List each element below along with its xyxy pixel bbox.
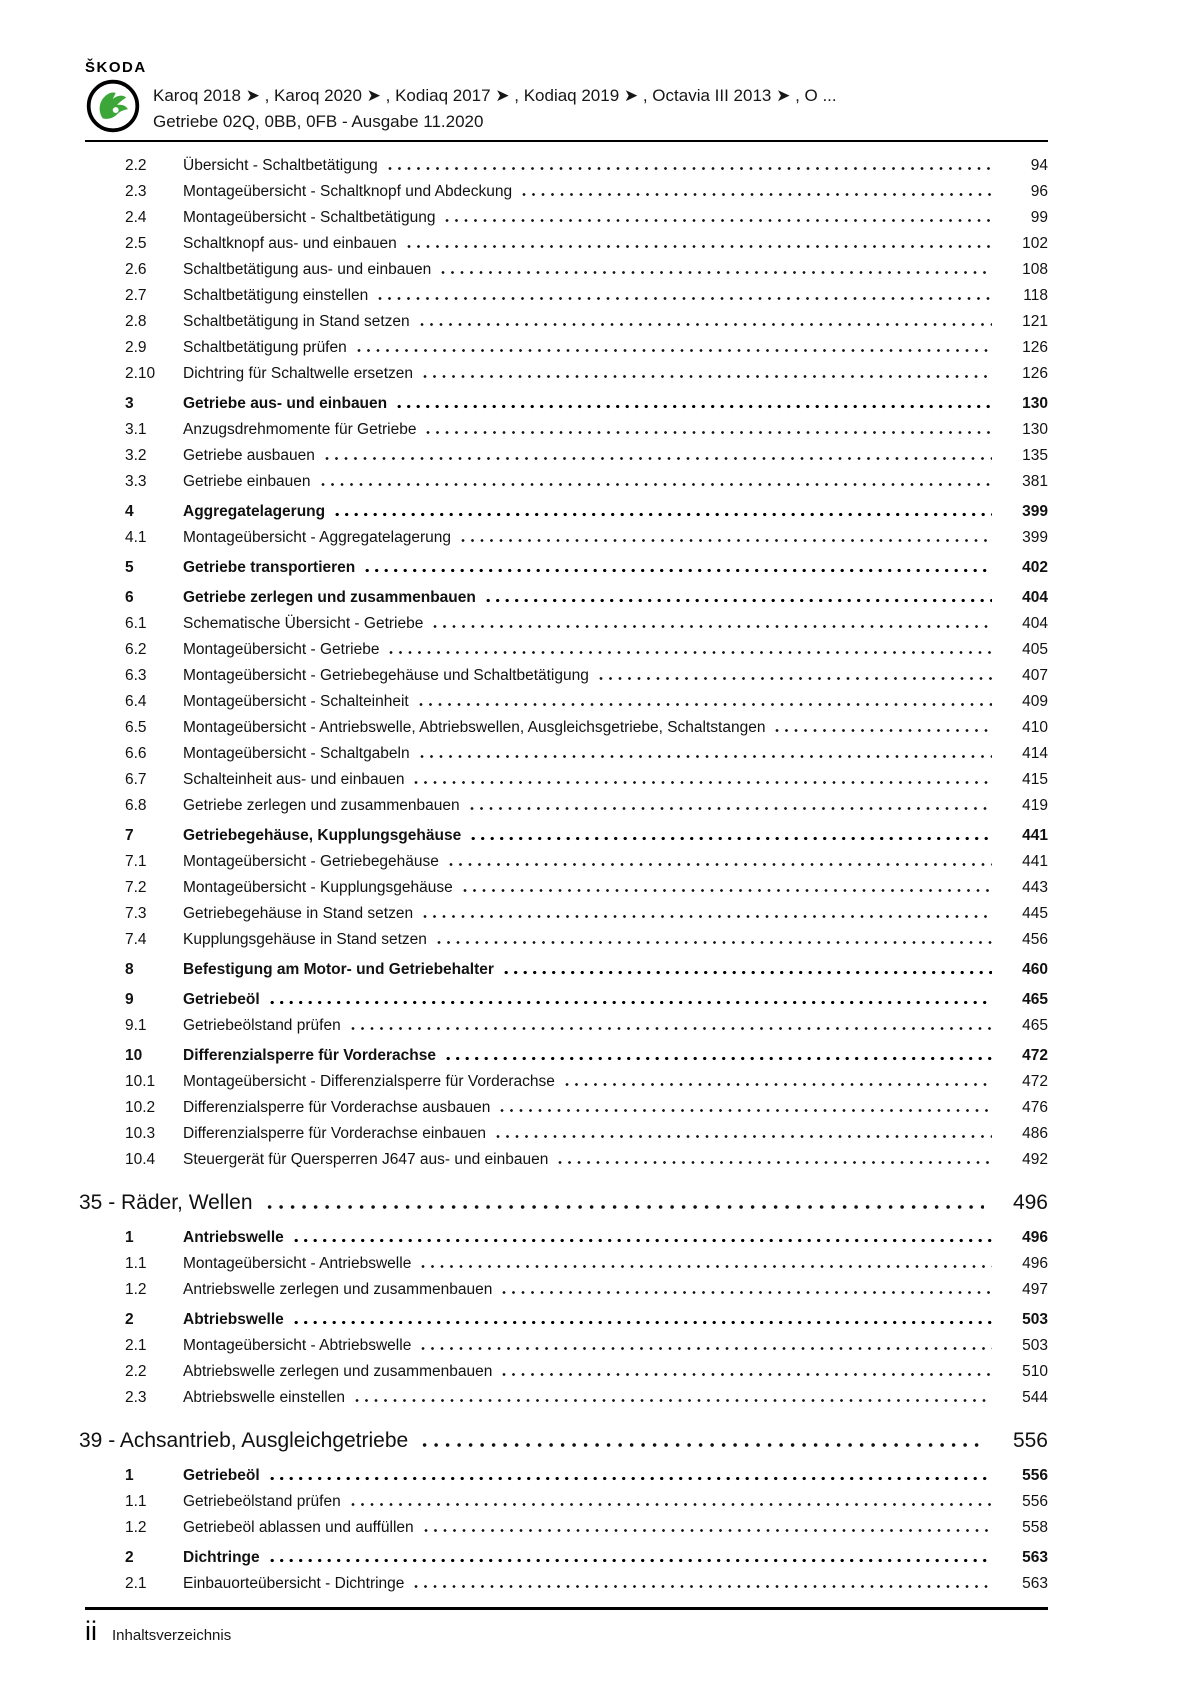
dot-leader — [445, 218, 992, 223]
toc-entry-page: 496 — [1012, 1191, 1048, 1214]
toc-entry-title: Getriebegehäuse, Kupplungsgehäuse — [183, 827, 462, 844]
toc-entry-title: Differenzialsperre für Vorderachse ausbauen — [183, 1099, 491, 1116]
toc-entry-title: Abtriebswelle — [183, 1311, 284, 1328]
toc-entry-page: 94 — [1030, 157, 1048, 174]
toc-entry-number: 1 — [125, 1229, 134, 1246]
dot-leader — [365, 568, 992, 573]
toc-entry-title: Übersicht - Schaltbetätigung — [183, 157, 378, 174]
header-models-line: Karoq 2018 ➤ , Karoq 2020 ➤ , Kodiaq 2017 ➤ , Kodiaq 2019 ➤ , Octavia III 2013 ➤ , O ... — [153, 86, 837, 105]
toc-entry-page: 472 — [1022, 1073, 1048, 1090]
dot-leader — [496, 1134, 992, 1139]
dot-leader — [351, 1026, 992, 1031]
dot-leader — [420, 754, 992, 759]
dot-leader — [270, 1000, 992, 1005]
toc-row — [85, 1381, 1048, 1407]
toc-entry-number: 1.1 — [125, 1493, 147, 1510]
toc-row — [85, 607, 1048, 633]
toc-entry-page: 503 — [1022, 1311, 1048, 1328]
toc-entry-title: Abtriebswelle einstellen — [183, 1389, 345, 1406]
toc-row — [79, 1421, 1048, 1453]
dot-leader — [437, 940, 992, 945]
toc-row — [85, 1221, 1048, 1247]
toc-row — [85, 201, 1048, 227]
toc-entry-page: 405 — [1022, 641, 1048, 658]
footer-section-label: Inhaltsverzeichnis — [112, 1627, 232, 1644]
skoda-logo-icon — [86, 79, 140, 133]
toc-entry-title: Differenzialsperre für Vorderachse einbauen — [183, 1125, 487, 1142]
dot-leader — [270, 1558, 992, 1563]
toc-entry-number: 3.1 — [125, 421, 147, 438]
dot-leader — [421, 1346, 992, 1351]
toc-entry-number: 6.1 — [125, 615, 147, 632]
toc-entry-title: Montageübersicht - Kupplungsgehäuse — [183, 879, 453, 896]
toc-row — [85, 495, 1048, 521]
toc-row — [85, 357, 1048, 383]
dot-leader — [422, 1442, 984, 1448]
dot-leader — [463, 888, 992, 893]
toc-entry-page: 472 — [1022, 1047, 1048, 1064]
dot-leader — [504, 970, 992, 975]
dot-leader — [407, 244, 992, 249]
toc-entry-number: 10.2 — [125, 1099, 156, 1116]
toc-row — [85, 413, 1048, 439]
toc-entry-title: Getriebeöl ablassen und auffüllen — [183, 1519, 414, 1536]
toc-entry-page: 96 — [1030, 183, 1048, 200]
dot-leader — [423, 374, 992, 379]
toc-entry-number: 2.9 — [125, 339, 147, 356]
toc-entry-number: 10 — [125, 1047, 143, 1064]
toc-row — [85, 253, 1048, 279]
toc-entry-page: 126 — [1022, 365, 1048, 382]
toc-entry-title: 39 - Achsantrieb, Ausgleichgetriebe — [79, 1429, 409, 1452]
toc-entry-page: 404 — [1022, 615, 1048, 632]
toc-row — [85, 1143, 1048, 1169]
toc-entry-page: 443 — [1022, 879, 1048, 896]
toc-row — [85, 227, 1048, 253]
toc-entry-title: Montageübersicht - Schalteinheit — [183, 693, 409, 710]
dot-leader — [267, 1204, 984, 1210]
toc-row — [85, 1355, 1048, 1381]
toc-entry-title: 35 - Räder, Wellen — [79, 1191, 253, 1214]
dot-leader — [502, 1290, 992, 1295]
toc-entry-page: 419 — [1022, 797, 1048, 814]
toc-entry-number: 1.2 — [125, 1519, 147, 1536]
dot-leader — [355, 1398, 992, 1403]
toc-row — [85, 1567, 1048, 1593]
skoda-logo — [85, 60, 149, 133]
dot-leader — [270, 1476, 992, 1481]
dot-leader — [325, 456, 992, 461]
toc-entry-page: 118 — [1023, 287, 1048, 304]
dot-leader — [357, 348, 992, 353]
toc-row — [85, 789, 1048, 815]
toc-entry-page: 563 — [1022, 1575, 1048, 1592]
toc-entry-page: 544 — [1022, 1389, 1048, 1406]
dot-leader — [378, 296, 992, 301]
toc-entry-title: Getriebe zerlegen und zusammenbauen — [183, 797, 460, 814]
header-titles — [153, 60, 837, 135]
dot-leader — [461, 538, 992, 543]
header-edition-line: Getriebe 02Q, 0BB, 0FB - Ausgabe 11.2020 — [153, 112, 484, 131]
toc-entry-number: 6.8 — [125, 797, 147, 814]
toc-entry-page: 399 — [1022, 529, 1048, 546]
toc-entry-page: 121 — [1022, 313, 1048, 330]
dot-leader — [449, 862, 992, 867]
toc-entry-number: 10.1 — [125, 1073, 156, 1090]
toc-entry-page: 399 — [1022, 503, 1048, 520]
toc-entry-title: Montageübersicht - Getriebegehäuse und Schaltbetätigung — [183, 667, 589, 684]
toc-entry-title: Aggregatelagerung — [183, 503, 326, 520]
toc-entry-title: Kupplungsgehäuse in Stand setzen — [183, 931, 427, 948]
toc-entry-title: Montageübersicht - Schaltbetätigung — [183, 209, 436, 226]
toc-row — [85, 581, 1048, 607]
toc-entry-page: 407 — [1022, 667, 1048, 684]
toc-row — [85, 763, 1048, 789]
toc-entry-number: 2.1 — [125, 1337, 147, 1354]
toc-entry-title: Getriebegehäuse in Stand setzen — [183, 905, 414, 922]
dot-leader — [471, 836, 992, 841]
toc-entry-number: 4.1 — [125, 529, 147, 546]
toc-entry-page: 556 — [1022, 1493, 1048, 1510]
page-footer — [85, 1616, 1048, 1647]
toc-list — [79, 149, 1048, 1593]
toc-row — [85, 1303, 1048, 1329]
toc-entry-title: Montageübersicht - Getriebe — [183, 641, 380, 658]
toc-entry-title: Befestigung am Motor- und Getriebehalter — [183, 961, 494, 978]
toc-entry-page: 409 — [1022, 693, 1048, 710]
toc-row — [85, 685, 1048, 711]
dot-leader — [389, 650, 992, 655]
toc-entry-title: Antriebswelle zerlegen und zusammenbauen — [183, 1281, 493, 1298]
toc-entry-title: Schematische Übersicht - Getriebe — [183, 615, 424, 632]
dot-leader — [446, 1056, 992, 1061]
toc-entry-title: Montageübersicht - Antriebswelle, Abtriebswellen, Ausgleichsgetriebe, Schaltstangen — [183, 719, 766, 736]
toc-entry-number: 6.5 — [125, 719, 147, 736]
toc-entry-number: 5 — [125, 559, 134, 576]
toc-entry-title: Abtriebswelle zerlegen und zusammenbauen — [183, 1363, 493, 1380]
toc-entry-page: 465 — [1022, 991, 1048, 1008]
toc-entry-number: 7 — [125, 827, 134, 844]
toc-row — [85, 521, 1048, 547]
toc-entry-number: 2.6 — [125, 261, 147, 278]
toc-entry-number: 7.4 — [125, 931, 147, 948]
dot-leader — [775, 728, 992, 733]
toc-entry-title: Getriebeöl — [183, 991, 260, 1008]
toc-row — [85, 1247, 1048, 1273]
toc-row — [85, 1541, 1048, 1567]
toc-entry-page: 497 — [1022, 1281, 1048, 1298]
toc-entry-page: 563 — [1022, 1549, 1048, 1566]
toc-entry-title: Einbauorteübersicht - Dichtringe — [183, 1575, 405, 1592]
toc-entry-number: 3.3 — [125, 473, 147, 490]
toc-entry-number: 6 — [125, 589, 134, 606]
dot-leader — [419, 702, 992, 707]
dot-leader — [388, 166, 992, 171]
toc-entry-page: 441 — [1022, 827, 1048, 844]
toc-entry-page: 492 — [1022, 1151, 1048, 1168]
toc-row — [85, 845, 1048, 871]
toc-entry-title: Getriebeölstand prüfen — [183, 1017, 341, 1034]
toc-entry-page: 130 — [1022, 421, 1048, 438]
dot-leader — [321, 482, 992, 487]
toc-entry-page: 496 — [1022, 1255, 1048, 1272]
toc-entry-number: 3.2 — [125, 447, 147, 464]
dot-leader — [420, 322, 992, 327]
toc-entry-page: 410 — [1022, 719, 1048, 736]
toc-entry-number: 6.3 — [125, 667, 147, 684]
dot-leader — [294, 1238, 992, 1243]
dot-leader — [502, 1372, 992, 1377]
toc-entry-page: 402 — [1022, 559, 1048, 576]
toc-entry-page: 556 — [1022, 1467, 1048, 1484]
toc-entry-page: 456 — [1022, 931, 1048, 948]
toc-entry-title: Getriebe transportieren — [183, 559, 356, 576]
toc-row — [85, 633, 1048, 659]
toc-row — [85, 1117, 1048, 1143]
toc-entry-number: 2.10 — [125, 365, 156, 382]
toc-entry-title: Steuergerät für Quersperren J647 aus- und einbauen — [183, 1151, 549, 1168]
toc-row — [85, 953, 1048, 979]
dot-leader — [441, 270, 992, 275]
dot-leader — [423, 914, 992, 919]
toc-row — [85, 1459, 1048, 1485]
dot-leader — [426, 430, 992, 435]
toc-row — [85, 1329, 1048, 1355]
toc-entry-page: 135 — [1022, 447, 1048, 464]
toc-entry-title: Montageübersicht - Differenzialsperre für Vorderachse — [183, 1073, 555, 1090]
toc-row — [85, 149, 1048, 175]
toc-entry-number: 9.1 — [125, 1017, 147, 1034]
toc-entry-number: 1 — [125, 1467, 134, 1484]
toc-entry-page: 130 — [1022, 395, 1048, 412]
dot-leader — [599, 676, 992, 681]
page-header — [85, 60, 1048, 135]
footer-rule — [85, 1607, 1048, 1610]
toc-row — [85, 711, 1048, 737]
toc-entry-number: 10.3 — [125, 1125, 156, 1142]
toc-row — [85, 1485, 1048, 1511]
dot-leader — [470, 806, 992, 811]
toc-entry-title: Getriebeölstand prüfen — [183, 1493, 341, 1510]
dot-leader — [565, 1082, 992, 1087]
toc-entry-number: 2 — [125, 1311, 134, 1328]
toc-entry-title: Antriebswelle — [183, 1229, 284, 1246]
toc-entry-number: 7.1 — [125, 853, 147, 870]
toc-entry-number: 2 — [125, 1549, 134, 1566]
toc-row — [85, 439, 1048, 465]
toc-row — [85, 175, 1048, 201]
toc-row — [85, 1009, 1048, 1035]
toc-entry-page: 99 — [1030, 209, 1048, 226]
toc-row — [85, 551, 1048, 577]
toc-row — [85, 331, 1048, 357]
toc-entry-number: 9 — [125, 991, 134, 1008]
toc-entry-number: 6.6 — [125, 745, 147, 762]
dot-leader — [397, 404, 992, 409]
dot-leader — [414, 780, 992, 785]
toc-row — [85, 659, 1048, 685]
dot-leader — [522, 192, 992, 197]
toc-entry-page: 503 — [1022, 1337, 1048, 1354]
toc-entry-title: Schaltknopf aus- und einbauen — [183, 235, 397, 252]
toc-entry-number: 1.2 — [125, 1281, 147, 1298]
toc-entry-title: Montageübersicht - Schaltknopf und Abdeckung — [183, 183, 513, 200]
toc-entry-page: 486 — [1022, 1125, 1048, 1142]
toc-row — [85, 819, 1048, 845]
toc-entry-page: 441 — [1022, 853, 1048, 870]
toc-entry-number: 2.2 — [125, 157, 147, 174]
dot-leader — [500, 1108, 992, 1113]
toc-entry-title: Differenzialsperre für Vorderachse — [183, 1047, 436, 1064]
toc-entry-title: Getriebe aus- und einbauen — [183, 395, 388, 412]
toc-entry-page: 476 — [1022, 1099, 1048, 1116]
toc-entry-title: Montageübersicht - Schaltgabeln — [183, 745, 410, 762]
toc-entry-number: 2.7 — [125, 287, 147, 304]
toc-entry-title: Schalteinheit aus- und einbauen — [183, 771, 405, 788]
toc-entry-title: Getriebeöl — [183, 1467, 260, 1484]
toc-row — [85, 923, 1048, 949]
dot-leader — [486, 598, 992, 603]
toc-row — [85, 897, 1048, 923]
toc-entry-number: 7.3 — [125, 905, 147, 922]
toc-entry-page: 460 — [1022, 961, 1048, 978]
toc-entry-title: Getriebe einbauen — [183, 473, 311, 490]
toc-entry-number: 6.2 — [125, 641, 147, 658]
toc-entry-page: 415 — [1022, 771, 1048, 788]
toc-entry-page: 445 — [1022, 905, 1048, 922]
manual-toc-page — [79, 59, 1048, 1647]
toc-entry-title: Montageübersicht - Getriebegehäuse — [183, 853, 439, 870]
toc-entry-title: Schaltbetätigung prüfen — [183, 339, 347, 356]
toc-entry-number: 2.4 — [125, 209, 147, 226]
footer-page-number: ii — [85, 1616, 97, 1646]
toc-entry-title: Getriebe ausbauen — [183, 447, 315, 464]
toc-entry-title: Dichtringe — [183, 1549, 260, 1566]
header-rule — [85, 140, 1048, 142]
dot-leader — [294, 1320, 992, 1325]
dot-leader — [433, 624, 992, 629]
toc-entry-page: 381 — [1022, 473, 1048, 490]
toc-row — [85, 305, 1048, 331]
toc-row — [85, 1511, 1048, 1537]
toc-row — [85, 387, 1048, 413]
toc-row — [85, 1065, 1048, 1091]
toc-entry-title: Anzugsdrehmomente für Getriebe — [183, 421, 417, 438]
toc-row — [85, 1039, 1048, 1065]
toc-entry-number: 7.2 — [125, 879, 147, 896]
toc-entry-number: 2.5 — [125, 235, 147, 252]
toc-entry-title: Getriebe zerlegen und zusammenbauen — [183, 589, 476, 606]
toc-entry-page: 558 — [1022, 1519, 1048, 1536]
toc-entry-page: 102 — [1022, 235, 1048, 252]
dot-leader — [351, 1502, 992, 1507]
dot-leader — [558, 1160, 992, 1165]
toc-entry-page: 414 — [1022, 745, 1048, 762]
toc-entry-page: 108 — [1022, 261, 1048, 278]
toc-entry-number: 6.4 — [125, 693, 147, 710]
toc-row — [85, 1091, 1048, 1117]
toc-entry-page: 510 — [1022, 1363, 1048, 1380]
toc-entry-title: Schaltbetätigung einstellen — [183, 287, 369, 304]
toc-entry-page: 556 — [1012, 1429, 1048, 1452]
toc-entry-page: 126 — [1022, 339, 1048, 356]
toc-entry-page: 465 — [1022, 1017, 1048, 1034]
toc-entry-page: 404 — [1022, 589, 1048, 606]
toc-entry-number: 2.3 — [125, 1389, 147, 1406]
toc-entry-number: 2.3 — [125, 183, 147, 200]
skoda-brand-text: ŠKODA — [85, 59, 147, 76]
toc-entry-title: Schaltbetätigung in Stand setzen — [183, 313, 410, 330]
toc-row — [79, 1183, 1048, 1215]
toc-entry-title: Montageübersicht - Abtriebswelle — [183, 1337, 412, 1354]
toc-entry-number: 10.4 — [125, 1151, 156, 1168]
toc-entry-number: 3 — [125, 395, 134, 412]
toc-row — [85, 465, 1048, 491]
toc-entry-page: 496 — [1022, 1229, 1048, 1246]
toc-row — [85, 1273, 1048, 1299]
toc-entry-number: 2.2 — [125, 1363, 147, 1380]
toc-entry-title: Dichtring für Schaltwelle ersetzen — [183, 365, 414, 382]
dot-leader — [421, 1264, 992, 1269]
dot-leader — [335, 512, 992, 517]
toc-entry-number: 1.1 — [125, 1255, 147, 1272]
toc-row — [85, 279, 1048, 305]
toc-entry-number: 4 — [125, 503, 134, 520]
toc-row — [85, 983, 1048, 1009]
toc-row — [85, 871, 1048, 897]
toc-entry-title: Montageübersicht - Antriebswelle — [183, 1255, 412, 1272]
toc-entry-number: 6.7 — [125, 771, 147, 788]
dot-leader — [424, 1528, 992, 1533]
toc-row — [85, 737, 1048, 763]
toc-entry-number: 2.8 — [125, 313, 147, 330]
toc-entry-title: Montageübersicht - Aggregatelagerung — [183, 529, 451, 546]
toc-entry-number: 8 — [125, 961, 134, 978]
dot-leader — [414, 1584, 992, 1589]
toc-entry-number: 2.1 — [125, 1575, 147, 1592]
toc-entry-title: Schaltbetätigung aus- und einbauen — [183, 261, 432, 278]
